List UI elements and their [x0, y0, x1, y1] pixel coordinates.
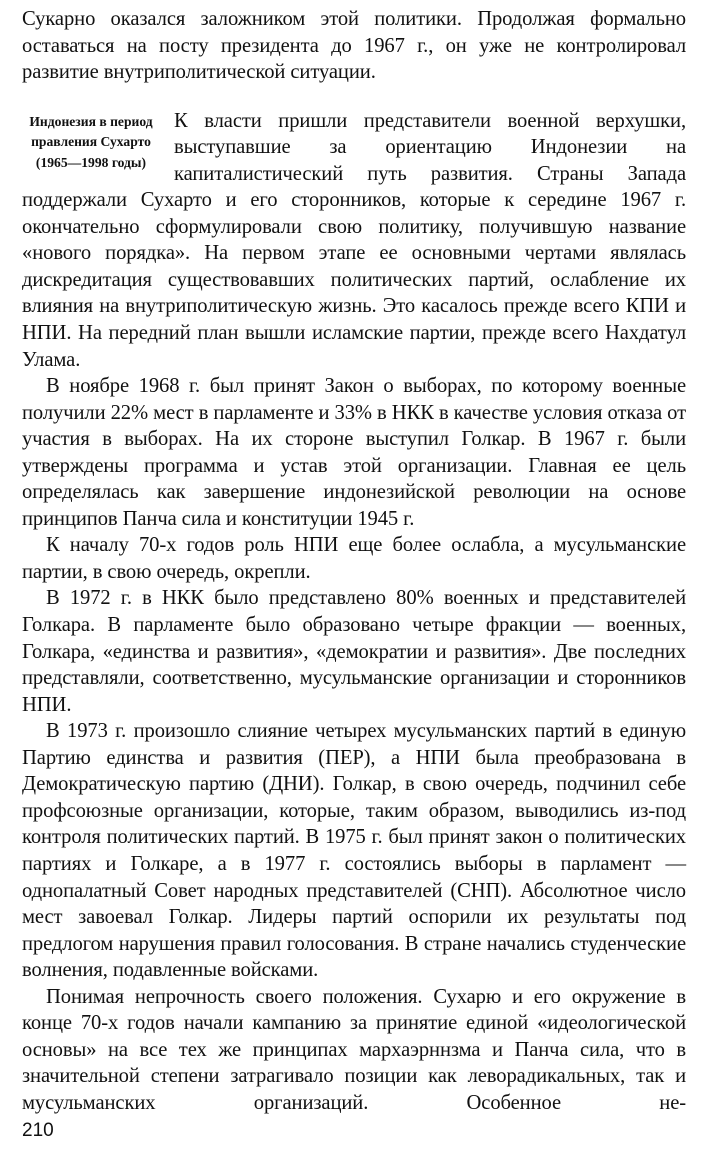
- paragraph-1: К власти пришли представители военной верхушки, выступавшие за ориентацию Индонезии на капиталистический путь развития. Страны Запада поддержали Сухарто и его сторонников, которые к середине 1967 г. окончательно сформулировали свою политику, получившую название «нового порядка». На первом этапе ее основными чертами являлась дискредитация существовавших политических партий, ослабление их влияния на внутриполитическую жизнь. Это касалось прежде всего КПИ и НПИ. На передний план вышли исламские партии, прежде всего Нахдатул Улама.: [22, 109, 686, 371]
- page-body: [22, 6, 686, 1116]
- paragraph-5: В 1973 г. произошло слияние четырех мусульманских партий в единую Партию единства и развития (ПЕР), а НПИ была преобразована в Демократическую партию (ДНИ). Голкар, в свою очередь, подчинил себе профсоюзные организации, которые, таким образом, выводились из-под контроля политических партий. В 1975 г. был принят закон о политических партиях и Голкаре, а в 1977 г. состоялись выборы в парламент — однопалатный Совет народных представителей (СНП). Абсолютное число мест завоевал Голкар. Лидеры партий оспорили их результаты под предлогом нарушения правил голосования. В стране начались студенческие волнения, подавленные войсками.: [22, 720, 686, 982]
- section-sidenote: Индонезия в период правления Сухарто (1965—1998 годы): [29, 113, 153, 170]
- paragraph-gap: [22, 86, 686, 108]
- paragraph-6: Понимая непрочность своего положения. Сухарю и его окружение в конце 70-х годов начали кампанию за принятие единой «идеологической основы» на все тех же принципах мархаэрннзма и Панча сила, что в значительной степени затрагивало позиции как леворадикальных, так и мусульманских организаций. Особенное не-: [22, 985, 686, 1114]
- paragraph-4: В 1972 г. в НКК было представлено 80% военных и представителей Голкара. В парламенте было образовано четыре фракции — военных, Голкара, «единства и развития», «демократии и развития». Две последних представляли, соответственно, мусульманские организации и сторонников НПИ.: [22, 587, 686, 716]
- intro-paragraph: Сукарно оказался заложником этой политики. Продолжая формально оставаться на посту президента до 1967 г., он уже не контролировал развитие внутриполитической ситуации.: [22, 8, 686, 84]
- page-number: 210: [22, 1120, 54, 1141]
- paragraph-3: К началу 70-х годов роль НПИ еще более ослабла, а мусульманские партии, в свою очередь, окрепли.: [22, 534, 686, 583]
- paragraph-2: В ноябре 1968 г. был принят Закон о выборах, по которому военные получили 22% мест в парламенте и 33% в НКК в качестве условия отказа от участия в выборах. На их стороне выступил Голкар. В 1967 г. были утверждены программа и устав этой организации. Главная ее цель определялась как завершение индонезийской революции на основе принципов Панча сила и конституции 1945 г.: [22, 375, 686, 530]
